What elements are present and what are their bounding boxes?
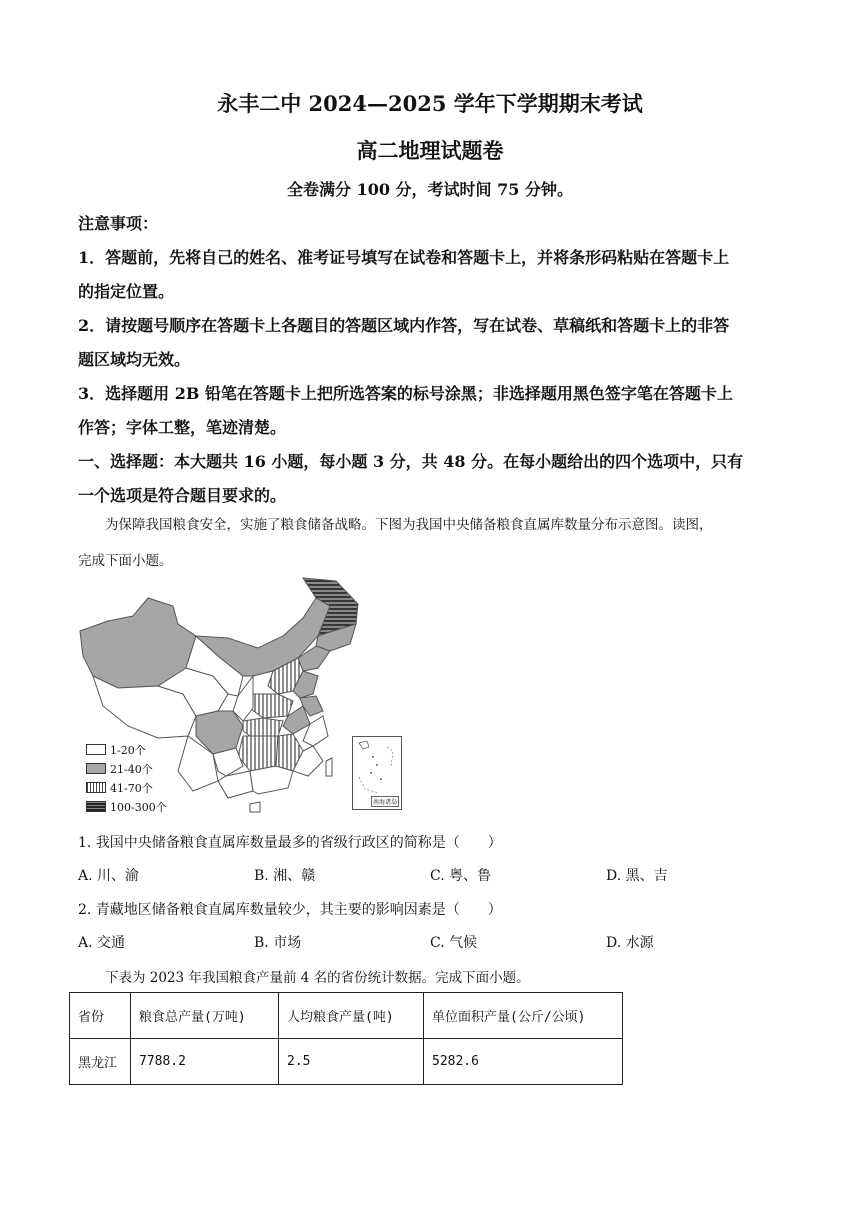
notice-block bbox=[78, 207, 788, 513]
table-header-cell: 单位面积产量(公斤/公顷) bbox=[424, 993, 623, 1039]
q2-option-d: D. 水源 bbox=[606, 935, 654, 951]
q2-option-a: A. 交通 bbox=[78, 935, 126, 951]
notice-item-2-line-2: 题区域均无效。 bbox=[78, 350, 191, 369]
notice-item-1-line-2: 的指定位置。 bbox=[78, 282, 175, 301]
passage-1-line-2: 完成下面小题。 bbox=[78, 553, 173, 569]
section-1-line-2: 一个选项是符合题目要求的。 bbox=[78, 486, 287, 505]
passage-2: 下表为 2023 年我国粮食产量前 4 名的省份统计数据。完成下面小题。 bbox=[105, 970, 530, 986]
table-header-cell: 省份 bbox=[70, 993, 131, 1039]
region-hainan bbox=[250, 802, 260, 812]
exam-title: 永丰二中 2024—2025 学年下学期期末考试 bbox=[217, 91, 643, 116]
legend-label: 1-20个 bbox=[110, 743, 146, 757]
notice-heading: 注意事项： bbox=[78, 214, 159, 233]
exam-info: 全卷满分 100 分，考试时间 75 分钟。 bbox=[287, 180, 573, 199]
notice-item-3-line-2: 作答；字体工整，笔迹清楚。 bbox=[78, 418, 287, 437]
q2-stem: 2. 青藏地区储备粮食直属库数量较少，其主要的影响因素是（ ） bbox=[78, 902, 502, 918]
south-china-sea-inset bbox=[352, 736, 402, 810]
legend-item-100-300 bbox=[86, 797, 167, 816]
china-granary-map bbox=[78, 576, 418, 816]
legend-label: 21-40个 bbox=[110, 762, 153, 776]
table-cell: 5282.6 bbox=[424, 1039, 623, 1085]
passage-1-line-1: 为保障我国粮食安全，实施了粮食储备战略。下图为我国中央储备粮食直属库数量分布示意图。读图， bbox=[105, 517, 713, 533]
q1-option-b: B. 湘、赣 bbox=[254, 868, 316, 884]
region-henan bbox=[250, 694, 293, 718]
region-hubei bbox=[243, 718, 283, 738]
q1-option-a: A. 川、渝 bbox=[78, 868, 140, 884]
inset-islands-svg bbox=[353, 737, 401, 797]
table-header-row bbox=[70, 993, 623, 1039]
legend-swatch-vstripe bbox=[86, 782, 106, 793]
region-guangdong bbox=[250, 766, 293, 794]
table-header-cell: 人均粮食产量(吨) bbox=[279, 993, 424, 1039]
legend-item-21-40 bbox=[86, 759, 167, 778]
region-hunan bbox=[238, 736, 278, 771]
legend-item-1-20 bbox=[86, 740, 167, 759]
table-cell: 2.5 bbox=[279, 1039, 424, 1085]
grain-stats-table bbox=[69, 992, 623, 1085]
table-header-cell: 粮食总产量(万吨) bbox=[131, 993, 279, 1039]
legend-swatch-gray bbox=[86, 763, 106, 774]
notice-item-3-line-1: 3．选择题用 2B 铅笔在答题卡上把所选答案的标号涂黑；非选择题用黑色签字笔在答题卡上 bbox=[78, 384, 733, 403]
notice-item-1-line-1: 1．答题前，先将自己的姓名、准考证号填写在试卷和答题卡上，并将条形码粘贴在答题卡上 bbox=[78, 248, 730, 267]
legend-item-41-70 bbox=[86, 778, 167, 797]
notice-item-2-line-1: 2．请按题号顺序在答题卡上各题目的答题区域内作答，写在试卷、草稿纸和答题卡上的非答 bbox=[78, 316, 730, 335]
inset-label: 南海诸岛 bbox=[371, 796, 399, 807]
legend-label: 100-300个 bbox=[110, 800, 167, 814]
legend-swatch-hstripe bbox=[86, 801, 106, 812]
map-legend bbox=[86, 740, 167, 816]
legend-swatch-white bbox=[86, 744, 106, 755]
table-row bbox=[70, 1039, 623, 1085]
q2-option-b: B. 市场 bbox=[254, 935, 302, 951]
exam-subtitle: 高二地理试题卷 bbox=[356, 138, 504, 163]
legend-label: 41-70个 bbox=[110, 781, 153, 795]
region-taiwan bbox=[326, 758, 332, 776]
q1-option-d: D. 黑、吉 bbox=[606, 868, 668, 884]
q1-option-c: C. 粤、鲁 bbox=[430, 868, 492, 884]
section-1-line-1: 一、选择题：本大题共 16 小题，每小题 3 分，共 48 分。在每小题给出的四个选项中，只有 bbox=[78, 452, 744, 471]
q2-option-c: C. 气候 bbox=[430, 935, 478, 951]
region-guangxi bbox=[218, 771, 253, 798]
q1-stem: 1. 我国中央储备粮食直属库数量最多的省级行政区的简称是（ ） bbox=[78, 835, 502, 851]
table-cell: 黑龙江 bbox=[70, 1039, 131, 1085]
table-cell: 7788.2 bbox=[131, 1039, 279, 1085]
